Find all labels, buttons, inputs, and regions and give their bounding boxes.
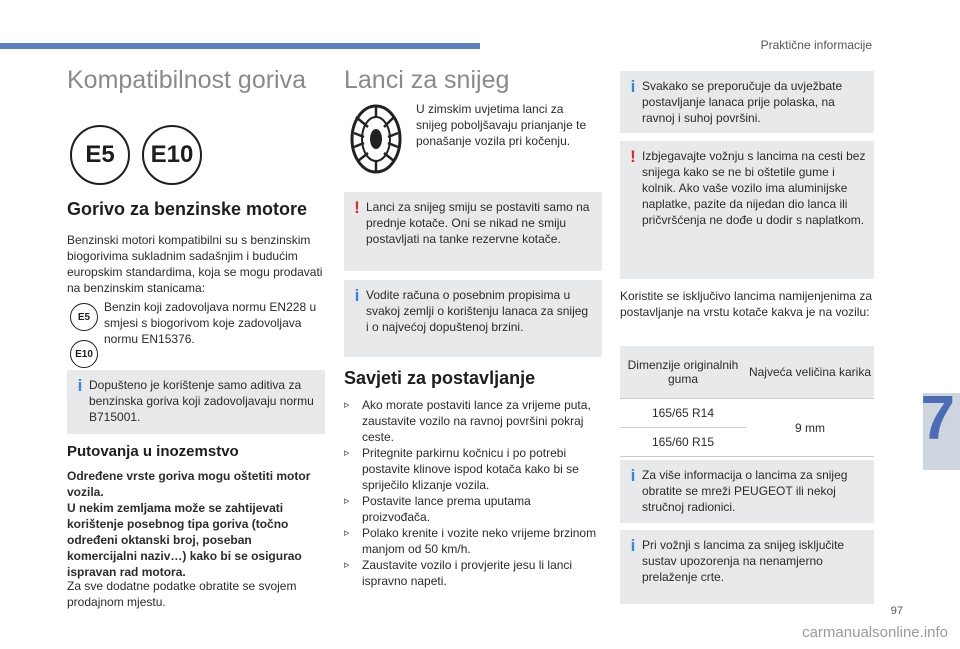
list-item: ▹ Ako morate postaviti lance za vrijeme puta, zaustavite vozilo na ravnoj površini pokraj ceste. <box>344 397 602 445</box>
regulations-note <box>344 280 602 357</box>
list-item: ▹ Pritegnite parkirnu kočnicu i po potrebi postavite klinove ispod kotača kako bi se spriječilo klizanje vozila. <box>344 445 602 493</box>
info-icon: i <box>630 77 636 96</box>
table-cell: 165/60 R15 <box>620 428 746 457</box>
network-note <box>620 460 874 523</box>
table-cell: 165/65 R14 <box>620 399 746 428</box>
info-icon: i <box>630 466 636 485</box>
watermark: carmanualsonline.info <box>802 624 948 641</box>
road-warning-text: Izbjegavajte vožnju s lancima na cesti bez snijega kako se ne bi oštetile gume i kolnik. Ako vaše vozilo ima aluminijske naplatke, pazite da nijedan dio lanca ili pričvršćenja ne dođe u dodir s naplatkom. <box>642 149 866 227</box>
warning-icon: ! <box>630 147 636 166</box>
table-header-row <box>620 346 874 399</box>
use-only-text: Koristite se isključivo lancima namijenjenima za postavljanje na vrstu kotače kakva je na vozilu: <box>620 289 873 319</box>
abroad-heading: Putovanja u inozemstvo <box>67 443 239 460</box>
list-item: ▹ Postavite lance prema uputama proizvođača. <box>344 493 602 525</box>
warning-icon: ! <box>354 198 360 217</box>
e10-small-icon: E10 <box>70 340 98 368</box>
e5-fuel-icon: E5 <box>70 125 130 185</box>
table-row <box>620 399 874 428</box>
front-wheels-warning-text: Lanci za snijeg smiju se postaviti samo na prednje kotače. Oni se nikad ne smiju postavljati na tanke rezervne kotače. <box>366 200 590 246</box>
fuel-title: Kompatibilnost goriva <box>67 66 307 94</box>
regulations-note-text: Vodite računa o posebnim propisima u svakoj zemlji o korištenju lanaca za snijeg i o najvećoj dopuštenoj brzini. <box>366 288 589 334</box>
additive-note <box>67 370 325 434</box>
practice-note <box>620 71 874 133</box>
column-header: Dimenzije originalnih guma <box>620 346 746 399</box>
lane-warning-note <box>620 530 874 604</box>
chains-intro: U zimskim uvjetima lanci za snijeg poboljšavaju prianjanje te ponašanje vozila pri kočenju. <box>416 102 587 148</box>
page-number: 97 <box>890 605 903 617</box>
chapter-number: 7 <box>920 384 955 453</box>
abroad-warning: Određene vrste goriva mogu oštetiti motor vozila. U nekim zemljama može se zahtijevati korištenje posebnog tipa goriva (točno određeni oktanski broj, poseban komercijalni naziv…) kako bi se osigurao ispravan rad motora. <box>67 469 311 579</box>
tips-list <box>344 397 602 589</box>
tips-heading: Savjeti za postavljanje <box>344 368 536 388</box>
e5-small-icon: E5 <box>70 303 98 331</box>
e10-fuel-icon: E10 <box>142 125 202 185</box>
header-bar <box>0 43 480 49</box>
info-icon: i <box>630 536 636 555</box>
list-item: ▹ Zaustavite vozilo i provjerite jesu li lanci ispravno napeti. <box>344 557 602 589</box>
table-cell: 9 mm <box>746 399 874 457</box>
lane-warning-note-text: Pri vožnji s lancima za snijeg isključite sustav upozorenja na nenamjerno prelaženje crte. <box>642 538 845 584</box>
road-warning <box>620 141 874 279</box>
front-wheels-warning <box>344 192 602 271</box>
info-icon: i <box>354 286 360 305</box>
abroad-text: Za sve dodatne podatke obratite se svojem prodajnom mjestu. <box>67 579 297 609</box>
petrol-text: Benzinski motori kompatibilni su s benzinskim biogorivima sukladnim sadašnjim i budućim europskim standardima, koja se mogu prodavati na benzinskim stanicama: <box>67 233 323 295</box>
list-item: ▹ Polako krenite i vozite neko vrijeme brzinom manjom od 50 km/h. <box>344 525 602 557</box>
network-note-text: Za više informacija o lancima za snijeg obratite se mreži PEUGEOT ili nekoj stručnoj radionici. <box>642 468 848 514</box>
chains-title: Lanci za snijeg <box>344 66 510 94</box>
tyre-chain-table <box>620 346 874 457</box>
standard-text: Benzin koji zadovoljava normu EN228 u smjesi s biogorivom koje zadovoljava normu EN15376. <box>104 300 317 346</box>
column-header: Najveća veličina karika <box>746 346 874 399</box>
additive-note-text: Dopušteno je korištenje samo aditiva za benzinska goriva koji zadovoljavaju normu B715001. <box>89 378 314 424</box>
info-icon: i <box>77 376 83 395</box>
snow-chain-tyre-icon <box>348 103 404 175</box>
section-title: Praktične informacije <box>760 38 872 52</box>
petrol-heading: Gorivo za benzinske motore <box>67 199 308 219</box>
practice-note-text: Svakako se preporučuje da uvježbate postavljanje lanaca prije polaska, na ravnoj i suhoj površini. <box>642 79 843 125</box>
